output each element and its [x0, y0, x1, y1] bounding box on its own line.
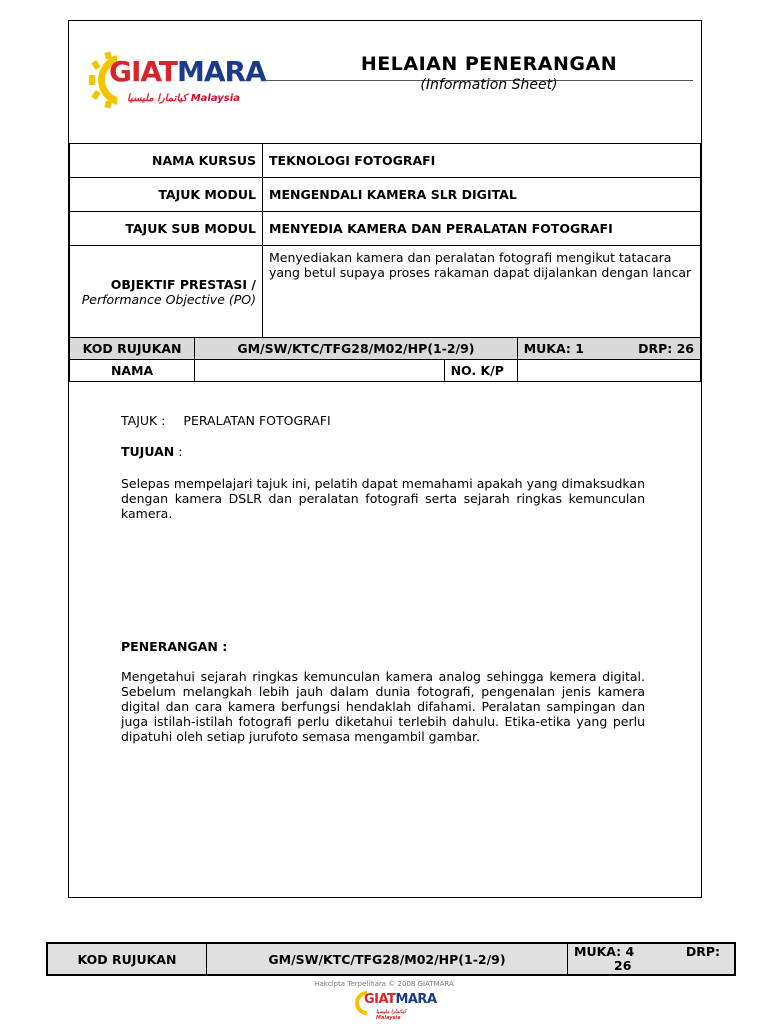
- document-header: [69, 21, 701, 144]
- footer-logo-subtitle: کياتمارا مليسيا Malaysia: [376, 1009, 407, 1021]
- course-value: TEKNOLOGI FOTOGRAFI: [263, 144, 701, 178]
- copyright-text: Hakcipta Terpelihara © 2008 GIATMARA: [314, 980, 454, 988]
- course-info-table: [69, 143, 701, 338]
- topic-value: PERALATAN FOTOGRAFI: [183, 413, 331, 428]
- name-row: [70, 360, 701, 382]
- name-field: [195, 360, 444, 382]
- footer-page-label: MUKA: 4: [574, 944, 635, 959]
- objective-label-en: Performance Objective (PO): [81, 291, 256, 307]
- footer-drp-label: DRP:: [685, 944, 720, 959]
- topic-label: TAJUK :: [121, 413, 166, 428]
- logo-wordmark: GIATMARA: [109, 55, 266, 88]
- explanation-heading: PENERANGAN :: [121, 639, 228, 654]
- footer-logo: [354, 990, 437, 1021]
- reference-code-value: GM/SW/KTC/TFG28/M02/HP(1-2/9): [195, 338, 518, 360]
- objective-label-ms: OBJEKTIF PRESTASI /: [110, 276, 256, 292]
- reference-row: [70, 338, 701, 360]
- submodule-label: TAJUK SUB MODUL: [70, 212, 263, 246]
- footer-row: [47, 943, 735, 975]
- footer-page-cell: [568, 943, 736, 975]
- submodule-row: [70, 212, 701, 246]
- footer-drp-value: 26: [614, 958, 632, 973]
- drp-label: DRP: 26: [638, 341, 694, 356]
- objective-value: Menyediakan kamera dan peralatan fotografi mengikut tatacara yang betul supaya proses rakaman dapat dijalankan dengan lancar: [263, 246, 701, 338]
- module-row: [70, 178, 701, 212]
- page-number: [517, 338, 700, 360]
- page-subtitle: (Information Sheet): [420, 77, 558, 93]
- objective-row: [70, 246, 701, 338]
- aim-heading: TUJUAN :: [121, 444, 183, 459]
- kp-field: [517, 360, 700, 382]
- explanation-text: Mengetahui sejarah ringkas kemunculan kamera analog sehingga kemera digital. Sebelum melangkah lebih jauh dalam dunia fotografi, pengenalan jenis kamera digital dan cara kamera berfungsi hendaklah difahami. Peralatan sampingan dan juga istilah-istilah fotografi perlu diketahui terlebih dahulu. Etika-etika yang perlu dipatuhi oleh setiap jurufoto semasa mengambil gambar.: [121, 669, 645, 744]
- reference-table: [69, 337, 701, 382]
- topic-line: [121, 413, 645, 428]
- objective-label: [70, 246, 263, 338]
- giatmara-logo: [87, 49, 265, 121]
- course-label: NAMA KURSUS: [70, 144, 263, 178]
- page-title: HELAIAN PENERANGAN: [360, 53, 618, 75]
- submodule-value: MENYEDIA KAMERA DAN PERALATAN FOTOGRAFI: [263, 212, 701, 246]
- document-frame: [68, 20, 702, 898]
- course-row: [70, 144, 701, 178]
- page-label: MUKA: 1: [523, 341, 584, 356]
- footer-reference-table: [46, 942, 736, 976]
- footer-logo-wordmark: GIATMARA: [364, 992, 437, 1007]
- footer-code-value: GM/SW/KTC/TFG28/M02/HP(1-2/9): [207, 943, 568, 975]
- name-label: NAMA: [70, 360, 195, 382]
- reference-code-label: KOD RUJUKAN: [70, 338, 195, 360]
- footer-code-label: KOD RUJUKAN: [47, 943, 207, 975]
- kp-label: NO. K/P: [444, 360, 517, 382]
- module-value: MENGENDALI KAMERA SLR DIGITAL: [263, 178, 701, 212]
- aim-text: Selepas mempelajari tajuk ini, pelatih dapat memahami apakah yang dimaksudkan dengan kamera DSLR dan peralatan fotografi serta sejarah ringkas kemunculan kamera.: [121, 476, 645, 521]
- logo-subtitle: کياتمارا مليسيا Malaysia: [127, 93, 240, 104]
- module-label: TAJUK MODUL: [70, 178, 263, 212]
